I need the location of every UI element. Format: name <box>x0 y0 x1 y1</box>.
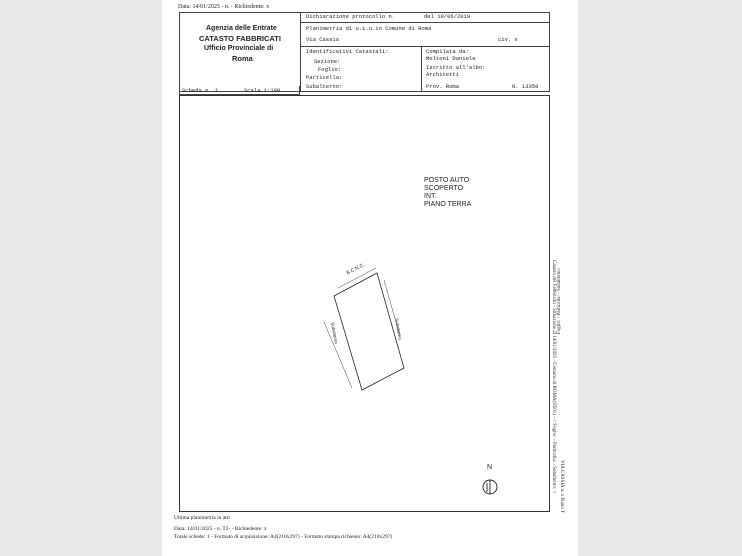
right-margin-upper: Foglio: - Particella: - Subalterno: <box>557 267 562 334</box>
plan-label-line: INT. <box>424 193 437 200</box>
particella-label: Particella: <box>306 74 343 81</box>
catasto-title: CATASTO FABBRICATI <box>199 34 281 43</box>
agency-name: Agenzia delle Entrate <box>206 25 277 32</box>
planimetria-label: Planimetria di u.i.u.in Comune di Roma <box>306 25 432 32</box>
side-label-right: Subalterno <box>394 317 403 341</box>
plan-label-line: PIANO TERRA <box>424 201 472 208</box>
footer-formato: Totale schede: 1 - Formato di acquisizione: A4(210x297) - Formato stampa richiesto: A4(210x297) <box>174 534 393 540</box>
identificativi-label: Identificativi Catastali: <box>306 48 389 55</box>
albo-value: Architetti <box>426 71 460 78</box>
scala-label: Scala 1:100 <box>244 87 281 94</box>
parking-space-outline <box>334 273 404 390</box>
side-label-left: Subalterno <box>330 321 339 345</box>
document-page <box>162 0 578 556</box>
provincia-label: Prov. Roma <box>426 83 460 90</box>
dichiarazione-label: Dichiarazione protocollo n. <box>306 13 396 20</box>
footer-ultima: Ultima planimetria in atti <box>174 515 230 521</box>
right-margin-via: VIA CASSIA n. x Piano T <box>559 460 564 513</box>
compilata-label: Compilata da: <box>426 48 469 55</box>
dichiarazione-date: del 10/06/2019 <box>424 13 471 20</box>
compilatore-name: Moltoni Daniele <box>426 55 476 62</box>
scheda-label: Scheda n. 1 <box>182 87 219 94</box>
numero-iscrizione: N. 13350 <box>512 83 539 90</box>
footer-data: Data: 14/01/2025 - n. T2- - Richiedente: x <box>174 526 267 532</box>
ufficio-label: Ufficio Provinciale di <box>204 45 274 52</box>
sezione-label: Sezione: <box>314 58 341 65</box>
address-label: Via Cassia <box>306 36 340 43</box>
north-arrow <box>483 480 497 494</box>
bcnc-label: B.C.N.C. <box>345 262 366 277</box>
plan-label-line: SCOPERTO <box>424 185 464 192</box>
foglio-label: Foglio: <box>318 66 342 73</box>
north-label: N <box>487 464 493 471</box>
right-margin-lower: Catasto dei Fabbricati - Situazione al 14/01/2025 - Comune di ROMA(H501) - < Foglio: - Particella: - Subalterno: > <box>551 260 556 494</box>
civico-label: civ. x <box>498 36 518 43</box>
city-label: Roma <box>232 54 253 63</box>
iscritto-label: Iscritto all'albo: <box>426 64 486 71</box>
floor-plan-drawing <box>162 0 578 556</box>
top-note: Data: 14/01/2025 - n. - Richiedente: x <box>178 4 270 10</box>
plan-label-line: POSTO AUTO <box>424 177 470 184</box>
plan-label-block <box>424 177 471 209</box>
subalterno-label: Subalterno: <box>306 83 343 90</box>
